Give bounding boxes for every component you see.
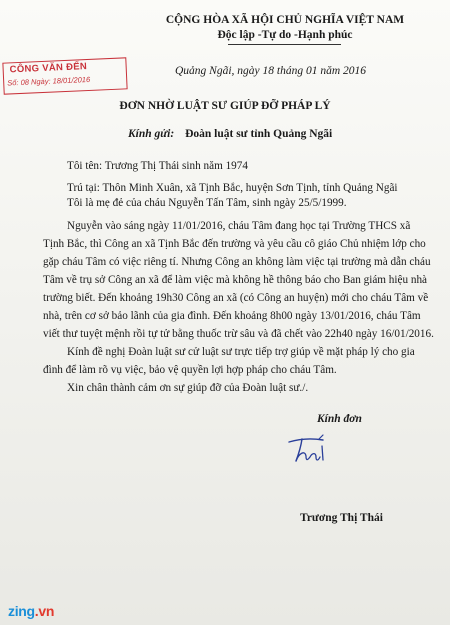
body-line: Nguyễn vào sáng ngày 11/01/2016, cháu Tâm đang học tại Trường THCS xã <box>67 220 411 232</box>
recipient-label: Kính gửi: <box>128 128 175 140</box>
body-line: Kính đề nghị Đoàn luật sư cử luật sư trực tiếp trợ giúp về mặt pháp lý cho gia <box>67 346 415 358</box>
recipient-value: Đoàn luật sư tỉnh Quảng Ngãi <box>185 128 333 140</box>
logo-tld: .vn <box>34 603 55 619</box>
place-date: Quảng Ngãi, ngày 18 tháng 01 năm 2016 <box>175 65 367 77</box>
nation-header: CỘNG HÒA XÃ HỘI CHỦ NGHĨA VIỆT NAM <box>165 14 405 26</box>
stamp-title: CÔNG VĂN ĐẾN <box>9 61 88 76</box>
body-line: viết thư tuyệt mệnh rồi tự tử bằng thuốc trừ sâu và đã chết vào 22h40 ngày 16/01/2016. <box>43 328 434 340</box>
received-stamp <box>2 57 127 94</box>
body-line: Trú tại: Thôn Minh Xuân, xã Tịnh Bắc, huyện Sơn Tịnh, tỉnh Quảng Ngãi <box>67 182 398 194</box>
body-line: Tịnh Bắc, thì Công an xã Tịnh Bắc đến trường và yêu cầu cô giáo Chủ nhiệm lớp cho <box>43 238 426 250</box>
signer-name: Trương Thị Thái <box>300 512 383 524</box>
stamp-number-date: Số: 08 Ngày: 18/01/2016 <box>7 74 91 88</box>
closing-salutation: Kính đơn <box>317 413 362 425</box>
body-line: đình để làm rõ vụ việc, bảo vệ quyền lợi hợp pháp cho cháu Tâm. <box>43 364 337 376</box>
body-line: trường biết. Đến khoảng 19h30 Công an xã (có Công an huyện) mới cho cháu Tâm về <box>43 292 429 304</box>
motto: Độc lập -Tự do -Hạnh phúc <box>217 29 353 41</box>
body-line: Tôi là mẹ đẻ của cháu Nguyễn Tấn Tâm, sinh ngày 25/5/1999. <box>67 197 347 209</box>
body-line: gặp cháu Tâm có việc riêng tí. Nhưng Công an không làm việc tại trường mà dẫn cháu <box>43 256 431 268</box>
logo-text: zing <box>8 603 35 619</box>
document-title: ĐƠN NHỜ LUẬT SƯ GIÚP ĐỠ PHÁP LÝ <box>119 100 331 112</box>
body-line: Tâm về trụ sở Công an xã để làm việc mà không hề thông báo cho Ban giám hiệu nhà <box>43 274 428 286</box>
body-line: Tôi tên: Trương Thị Thái sinh năm 1974 <box>67 160 248 172</box>
recipient <box>128 128 332 140</box>
handwritten-signature <box>285 433 335 468</box>
body-line: Xin chân thành cảm ơn sự giúp đỡ của Đoàn luật sư./. <box>67 382 309 394</box>
body-line: nhà, trên cơ sở bảo lãnh của gia đình. Đến khoảng 8h00 ngày 13/01/2016, cháu Tâm <box>43 310 421 322</box>
motto-underline <box>228 44 341 45</box>
zing-logo <box>8 603 54 619</box>
